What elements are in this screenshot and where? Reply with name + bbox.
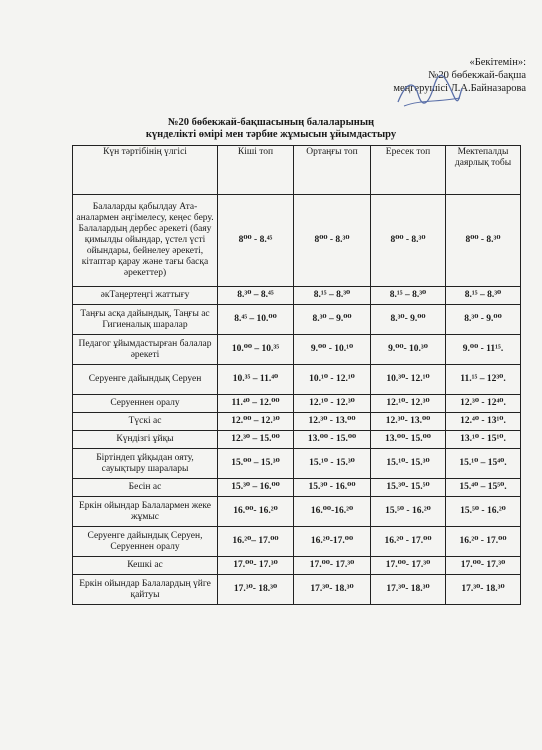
table-row [73,575,521,605]
time-cell: 15.⁵⁰ - 16.²⁰ [371,497,446,527]
activity-cell: Біртіндеп ұйқыдан ояту, сауықтыру шаралары [73,449,218,479]
approval-line-3: меңгерушісі Л.А.Байназарова [393,83,526,94]
time-cell: 8.³⁰ - 9.⁰⁰ [446,305,521,335]
time-cell: 12.³⁰ - 13.⁰⁰ [294,413,371,431]
schedule-table [72,145,521,605]
table-row [73,449,521,479]
time-cell: 17.⁰⁰- 17.³⁰ [218,557,294,575]
activity-cell: Бесін ас [73,479,218,497]
header-middle-group: Ортаңғы топ [294,146,371,195]
time-cell: 15.³⁰ - 16.⁰⁰ [294,479,371,497]
time-cell: 12.¹⁰- 12.³⁰ [371,395,446,413]
title-line-2: күнделікті өмірі мен тәрбие жұмысын ұйымдастыру [145,129,397,140]
time-cell: 15.⁰⁰ – 15.³⁰ [218,449,294,479]
approval-line-2: №20 бөбекжай-бақша [428,70,526,81]
time-cell: 10.³⁰- 12.¹⁰ [371,365,446,395]
table-row [73,195,521,287]
table-row [73,395,521,413]
time-cell: 9.⁰⁰ - 10.¹⁰ [294,335,371,365]
activity-cell: Кешкі ас [73,557,218,575]
time-cell: 8.¹⁵ – 8.³⁰ [371,287,446,305]
time-cell: 16.²⁰ - 17.⁰⁰ [446,527,521,557]
table-row [73,365,521,395]
table-row [73,557,521,575]
activity-cell: Серуеннен оралу [73,395,218,413]
time-cell: 10.³⁵ – 11.⁴⁰ [218,365,294,395]
time-cell: 9.⁰⁰ - 11¹⁵. [446,335,521,365]
table-row [73,431,521,449]
header-preschool-group: Мектепалды даярлық тобы [446,146,521,195]
time-cell: 15.³⁰- 15.⁵⁰ [371,479,446,497]
table-header-row [73,146,521,195]
time-cell: 15.³⁰ – 16.⁰⁰ [218,479,294,497]
time-cell: 16.²⁰-17.⁰⁰ [294,527,371,557]
header-activity: Күн тәртібінің үлгісі [73,146,218,195]
time-cell: 12.⁰⁰ – 12.³⁰ [218,413,294,431]
table-row [73,527,521,557]
time-cell: 15.¹⁰- 15.³⁰ [371,449,446,479]
time-cell: 8.³⁰- 9.⁰⁰ [371,305,446,335]
time-cell: 8⁰⁰ - 8.³⁰ [294,195,371,287]
activity-cell: Педагог ұйымдастырған балалар әрекеті [73,335,218,365]
time-cell: 13.⁰⁰ - 15.⁰⁰ [294,431,371,449]
table-row [73,497,521,527]
time-cell: 16.²⁰– 17.⁰⁰ [218,527,294,557]
time-cell: 13.⁰⁰- 15.⁰⁰ [371,431,446,449]
time-cell: 12.³⁰ - 12⁴⁰. [446,395,521,413]
table-row [73,335,521,365]
table-row [73,413,521,431]
activity-cell: әкТаңертеңгі жаттығу [73,287,218,305]
time-cell: 15.¹⁰ – 15⁴⁰. [446,449,521,479]
activity-cell: Балаларды қабылдау Ата-аналармен әңгімелесу, кеңес беру. Балалардың дербес әрекеті (баяу қимылды ойындар, үстел үсті ойындары, бейнелеу әрекеті, кітаптар қарау және тағы басқа әрекеттер) [73,195,218,287]
time-cell: 11.¹⁵ – 12³⁰. [446,365,521,395]
time-cell: 12.¹⁰ - 12.³⁰ [294,395,371,413]
time-cell: 17.³⁰- 18.³⁰ [218,575,294,605]
activity-cell: Түскі ас [73,413,218,431]
handwritten-signature [394,72,464,112]
time-cell: 12.³⁰- 13.⁰⁰ [371,413,446,431]
document-title [0,117,542,141]
table-row [73,479,521,497]
time-cell: 9.⁰⁰- 10.³⁰ [371,335,446,365]
header-senior-group: Ересек топ [371,146,446,195]
approval-line-1: «Бекітемін»: [469,57,526,68]
time-cell: 17.⁰⁰- 17.³⁰ [371,557,446,575]
time-cell: 10.⁰⁰ – 10.³⁵ [218,335,294,365]
time-cell: 12.³⁰ – 15.⁰⁰ [218,431,294,449]
activity-cell: Серуенге дайындық Серуен, Серуеннен оралу [73,527,218,557]
time-cell: 8.⁴⁵ – 10.⁰⁰ [218,305,294,335]
time-cell: 8.³⁰ – 9.⁰⁰ [294,305,371,335]
time-cell: 8⁰⁰ - 8.⁴⁵ [218,195,294,287]
time-cell: 15.⁵⁰ - 16.²⁰ [446,497,521,527]
time-cell: 16.²⁰ - 17.⁰⁰ [371,527,446,557]
time-cell: 8.¹⁵ – 8.³⁰ [294,287,371,305]
time-cell: 17.⁰⁰- 17.³⁰ [446,557,521,575]
time-cell: 11.⁴⁰ – 12.⁰⁰ [218,395,294,413]
time-cell: 10.¹⁰ - 12.¹⁰ [294,365,371,395]
time-cell: 8⁰⁰ - 8.³⁰ [371,195,446,287]
time-cell: 17.⁰⁰- 17.³⁰ [294,557,371,575]
title-line-1: №20 бөбекжай-бақшасының балаларының [167,117,375,128]
time-cell: 12.⁴⁰ - 13¹⁰. [446,413,521,431]
time-cell: 17.³⁰- 18.³⁰ [446,575,521,605]
table-row [73,287,521,305]
time-cell: 15.¹⁰ - 15.³⁰ [294,449,371,479]
activity-cell: Еркін ойындар Балалармен жеке жұмыс [73,497,218,527]
table-row [73,305,521,335]
activity-cell: Таңғы асқа дайындық, Таңғы ас Гигиеналық шаралар [73,305,218,335]
time-cell: 16.⁰⁰-16.²⁰ [294,497,371,527]
header-junior-group: Кіші топ [218,146,294,195]
time-cell: 8.³⁰ – 8.⁴⁵ [218,287,294,305]
activity-cell: Еркін ойындар Балалардың үйге қайтуы [73,575,218,605]
activity-cell: Күндізгі ұйқы [73,431,218,449]
time-cell: 17.³⁰- 18.³⁰ [294,575,371,605]
time-cell: 16.⁰⁰- 16.²⁰ [218,497,294,527]
time-cell: 15.⁴⁰ – 15⁵⁰. [446,479,521,497]
time-cell: 17.³⁰- 18.³⁰ [371,575,446,605]
time-cell: 8.¹⁵ – 8.³⁰ [446,287,521,305]
activity-cell: Серуенге дайындық Серуен [73,365,218,395]
time-cell: 13.¹⁰ - 15¹⁰. [446,431,521,449]
time-cell: 8⁰⁰ - 8.³⁰ [446,195,521,287]
